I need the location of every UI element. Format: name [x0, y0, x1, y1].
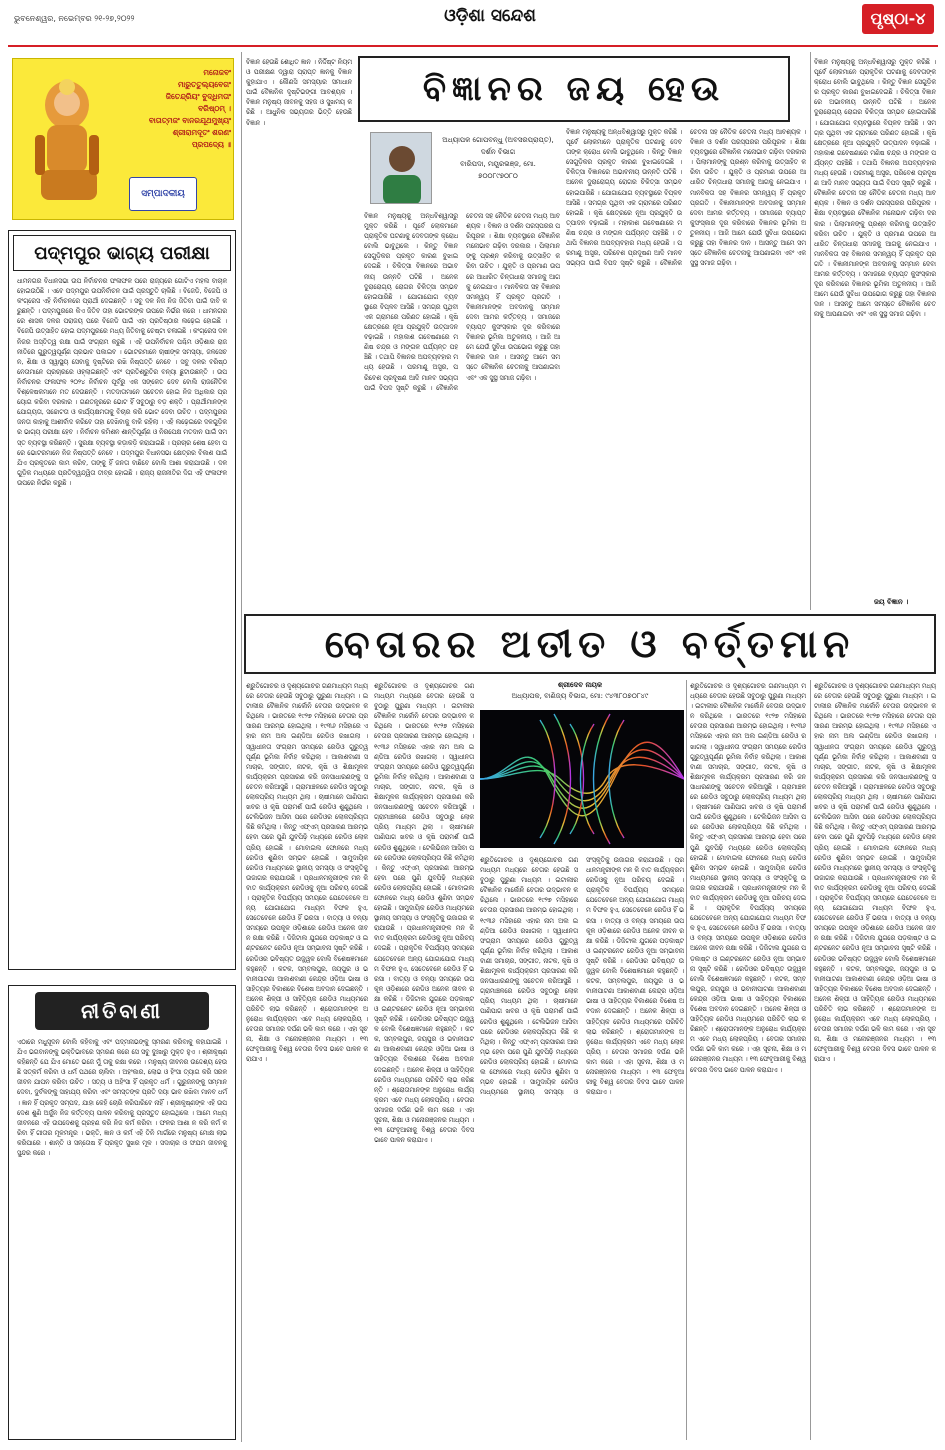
editorial-badge: [129, 177, 197, 211]
science-author: [438, 134, 558, 182]
page-number: ପୃଷ୍ଠା-୪: [870, 9, 926, 28]
science-author-photo: [370, 132, 432, 204]
article-niti: [8, 985, 236, 1440]
column-rule: [241, 52, 242, 1442]
page-number-badge: [862, 4, 934, 34]
shloka-line: ମାରୁତତୁଲ୍ୟବେଗଂ: [178, 80, 231, 89]
author-portrait-icon: [371, 133, 432, 204]
masthead: ଓଡ଼ିଶା ସନ୍ଦେଶ: [444, 6, 536, 26]
shloka-line: ପ୍ରପଦ୍ୟେ ॥: [191, 140, 231, 149]
radio-body-col4: ଶ୍ରୁତିଗୋଚର ଓ ଦୃଶ୍ୟଗୋଚର ଗଣମାଧ୍ୟମ ମଧ୍ୟରେ ବେତାର ହେଉଛି ସବୁଠାରୁ ପୁରୁଣା ମାଧ୍ୟମ । ଇଟାଲୀର ବୈଜ୍ଞାନିକ ମାର୍କୋନି ବେତାର ଉଦ୍ଭାବନ କରିଥିଲେ । ଭାରତରେ ୧୯୨୭ ମସିହାରେ ବେତାର ପ୍ରସାରଣ ଆରମ୍ଭ ହୋଇଥିଲା । ୧୯୩୬ ମସିହାରେ ଏହାର ନାମ ଅଲ ଇଣ୍ଡିଆ ରେଡିଓ ରଖାଗଲା । ସ୍ୱାଧୀନତା ସଂଗ୍ରାମ ସମୟରେ ରେଡିଓ ଗୁରୁତ୍ୱପୂର୍ଣ୍ଣ ଭୂମିକା ନିର୍ବାହ କରିଥିଲା । ଆକାଶବାଣୀ ସମାଚାର, ସଙ୍ଗୀତ, ନାଟକ, କୃଷି ଓ ଶିକ୍ଷାମୂଳକ କାର୍ଯ୍ୟକ୍ରମ ପ୍ରସାରଣ କରି ଜନସାଧାରଣଙ୍କୁ ସଚେତନ କରିଆସୁଛି । ଗ୍ରାମାଞ୍ଚଳରେ ରେଡିଓ ସବୁଠାରୁ ଲୋକପ୍ରିୟ ମାଧ୍ୟମ ଥିଲା । ଚାଷୀମାନେ ପାଣିପାଗ ଖବର ଓ କୃଷି ପରାମର୍ଶ ପାଇଁ ରେଡିଓ ଶୁଣୁଥିଲେ । ଟେଲିଭିଜନ ଆସିବା ପରେ ରେଡିଓର ଲୋକପ୍ରିୟତା କିଛି କମିଥିଲା । କିନ୍ତୁ ଏଫ୍‌ଏମ୍ ପ୍ରସାରଣ ଆରମ୍ଭ ହେବା ପରେ ପୁଣି ଯୁବପିଢ଼ି ମଧ୍ୟରେ ରେଡିଓ ଲୋକପ୍ରିୟ ହୋଇଛି । ମୋବାଇଲ ଫୋନରେ ମଧ୍ୟ ରେଡିଓ ଶୁଣିବା ସମ୍ଭବ ହୋଇଛି । ସାମୁଦାୟିକ ରେଡିଓ ମାଧ୍ୟମରେ ସ୍ଥାନୀୟ ସମସ୍ୟା ଓ ସଂସ୍କୃତିକୁ ଉଜାଗର କରାଯାଉଛି । ପ୍ରଧାନମନ୍ତ୍ରୀଙ୍କ ମନ କି ବାତ କାର୍ଯ୍ୟକ୍ରମ ରେଡିଓକୁ ନୂଆ ପରିଚୟ ଦେଇଛି । ପ୍ରାକୃତିକ ବିପର୍ଯ୍ୟୟ ସମୟରେ ଯେତେବେଳେ ଅନ୍ୟ ଯୋଗାଯୋଗ ମାଧ୍ୟମ ବିଫଳ ହୁଏ, ସେତେବେଳେ ରେଡିଓ ହିଁ ଭରସା । ବାତ୍ୟା ଓ ବନ୍ୟା ସମୟରେ ଉପକୂଳ ଓଡ଼ିଶାରେ ରେଡିଓ ଅନେକ ଜୀବନ ରକ୍ଷା କରିଛି । ଡିଜିଟାଲ ଯୁଗରେ ପଡ଼କାଷ୍ଟ ଓ ଇଣ୍ଟରନେଟ ରେଡିଓ ନୂଆ ସମ୍ଭାବନା ସୃଷ୍ଟି କରିଛି । ରେଡିଓର ଭବିଷ୍ୟତ ଉଜ୍ଜ୍ୱଳ ବୋଲି ବିଶେଷଜ୍ଞମାନେ କହୁଛନ୍ତି । କଟକ, ସମ୍ବଲପୁର, ଜୟପୁର ଓ ଭବାନୀପାଟଣା ଆକାଶବାଣୀ କେନ୍ଦ୍ର ଓଡ଼ିଆ ଭାଷା ଓ ସାହିତ୍ୟର ବିକାଶରେ ବିଶେଷ ଅବଦାନ ଦେଇଛନ୍ତି । ଅନେକ ଶିଳ୍ପୀ ଓ ସାହିତ୍ୟିକ ରେଡିଓ ମାଧ୍ୟମରେ ପରିଚିତି ଲାଭ କରିଛନ୍ତି । ଶ୍ରୋତାମାନଙ୍କ ଅନୁରୋଧ କାର୍ଯ୍ୟକ୍ରମ ଏବେ ମଧ୍ୟ ଲୋକପ୍ରିୟ । ବେତାର ସମାଜର ଦର୍ପଣ ଭଳି କାମ କରେ । ଏହା ସୂଚନା, ଶିକ୍ଷା ଓ ମନୋରଞ୍ଜନର ମାଧ୍ୟମ । ୧୩ ଫେବୃଆରୀକୁ ବିଶ୍ୱ ବେତାର ଦିବସ ଭାବେ ପାଳନ କରାଯାଏ ।: [690, 683, 806, 1074]
column-rule: [810, 680, 811, 1440]
radio-body-col1: ଶ୍ରୁତିଗୋଚର ଓ ଦୃଶ୍ୟଗୋଚର ଗଣମାଧ୍ୟମ ମଧ୍ୟରେ ବେତାର ହେଉଛି ସବୁଠାରୁ ପୁରୁଣା ମାଧ୍ୟମ । ଇଟାଲୀର ବୈଜ୍ଞାନିକ ମାର୍କୋନି ବେତାର ଉଦ୍ଭାବନ କରିଥିଲେ । ଭାରତରେ ୧୯୨୭ ମସିହାରେ ବେତାର ପ୍ରସାରଣ ଆରମ୍ଭ ହୋଇଥିଲା । ୧୯୩୬ ମସିହାରେ ଏହାର ନାମ ଅଲ ଇଣ୍ଡିଆ ରେଡିଓ ରଖାଗଲା । ସ୍ୱାଧୀନତା ସଂଗ୍ରାମ ସମୟରେ ରେଡିଓ ଗୁରୁତ୍ୱପୂର୍ଣ୍ଣ ଭୂମିକା ନିର୍ବାହ କରିଥିଲା । ଆକାଶବାଣୀ ସମାଚାର, ସଙ୍ଗୀତ, ନାଟକ, କୃଷି ଓ ଶିକ୍ଷାମୂଳକ କାର୍ଯ୍ୟକ୍ରମ ପ୍ରସାରଣ କରି ଜନସାଧାରଣଙ୍କୁ ସଚେତନ କରିଆସୁଛି । ଗ୍ରାମାଞ୍ଚଳରେ ରେଡିଓ ସବୁଠାରୁ ଲୋକପ୍ରିୟ ମାଧ୍ୟମ ଥିଲା । ଚାଷୀମାନେ ପାଣିପାଗ ଖବର ଓ କୃଷି ପରାମର୍ଶ ପାଇଁ ରେଡିଓ ଶୁଣୁଥିଲେ । ଟେଲିଭିଜନ ଆସିବା ପରେ ରେଡିଓର ଲୋକପ୍ରିୟତା କିଛି କମିଥିଲା । କିନ୍ତୁ ଏଫ୍‌ଏମ୍ ପ୍ରସାରଣ ଆରମ୍ଭ ହେବା ପରେ ପୁଣି ଯୁବପିଢ଼ି ମଧ୍ୟରେ ରେଡିଓ ଲୋକପ୍ରିୟ ହୋଇଛି । ମୋବାଇଲ ଫୋନରେ ମଧ୍ୟ ରେଡିଓ ଶୁଣିବା ସମ୍ଭବ ହୋଇଛି । ସାମୁଦାୟିକ ରେଡିଓ ମାଧ୍ୟମରେ ସ୍ଥାନୀୟ ସମସ୍ୟା ଓ ସଂସ୍କୃତିକୁ ଉଜାଗର କରାଯାଉଛି । ପ୍ରଧାନମନ୍ତ୍ରୀଙ୍କ ମନ କି ବାତ କାର୍ଯ୍ୟକ୍ରମ ରେଡିଓକୁ ନୂଆ ପରିଚୟ ଦେଇଛି । ପ୍ରାକୃତିକ ବିପର୍ଯ୍ୟୟ ସମୟରେ ଯେତେବେଳେ ଅନ୍ୟ ଯୋଗାଯୋଗ ମାଧ୍ୟମ ବିଫଳ ହୁଏ, ସେତେବେଳେ ରେଡିଓ ହିଁ ଭରସା । ବାତ୍ୟା ଓ ବନ୍ୟା ସମୟରେ ଉପକୂଳ ଓଡ଼ିଶାରେ ରେଡିଓ ଅନେକ ଜୀବନ ରକ୍ଷା କରିଛି । ଡିଜିଟାଲ ଯୁଗରେ ପଡ଼କାଷ୍ଟ ଓ ଇଣ୍ଟରନେଟ ରେଡିଓ ନୂଆ ସମ୍ଭାବନା ସୃଷ୍ଟି କରିଛି । ରେଡିଓର ଭବିଷ୍ୟତ ଉଜ୍ଜ୍ୱଳ ବୋଲି ବିଶେଷଜ୍ଞମାନେ କହୁଛନ୍ତି । କଟକ, ସମ୍ବଲପୁର, ଜୟପୁର ଓ ଭବାନୀପାଟଣା ଆକାଶବାଣୀ କେନ୍ଦ୍ର ଓଡ଼ିଆ ଭାଷା ଓ ସାହିତ୍ୟର ବିକାଶରେ ବିଶେଷ ଅବଦାନ ଦେଇଛନ୍ତି । ଅନେକ ଶିଳ୍ପୀ ଓ ସାହିତ୍ୟିକ ରେଡିଓ ମାଧ୍ୟମରେ ପରିଚିତି ଲାଭ କରିଛନ୍ତି । ଶ୍ରୋତାମାନଙ୍କ ଅନୁରୋଧ କାର୍ଯ୍ୟକ୍ରମ ଏବେ ମଧ୍ୟ ଲୋକପ୍ରିୟ । ବେତାର ସମାଜର ଦର୍ପଣ ଭଳି କାମ କରେ । ଏହା ସୂଚନା, ଶିକ୍ଷା ଓ ମନୋରଞ୍ଜନର ମାଧ୍ୟମ । ୧୩ ଫେବୃଆରୀକୁ ବିଶ୍ୱ ବେତାର ଦିବସ ଭାବେ ପାଳନ କରାଯାଏ ।: [246, 683, 368, 1064]
radio-body-col2: ଶ୍ରୁତିଗୋଚର ଓ ଦୃଶ୍ୟଗୋଚର ଗଣମାଧ୍ୟମ ମଧ୍ୟରେ ବେତାର ହେଉଛି ସବୁଠାରୁ ପୁରୁଣା ମାଧ୍ୟମ । ଇଟାଲୀର ବୈଜ୍ଞାନିକ ମାର୍କୋନି ବେତାର ଉଦ୍ଭାବନ କରିଥିଲେ । ଭାରତରେ ୧୯୨୭ ମସିହାରେ ବେତାର ପ୍ରସାରଣ ଆରମ୍ଭ ହୋଇଥିଲା । ୧୯୩୬ ମସିହାରେ ଏହାର ନାମ ଅଲ ଇଣ୍ଡିଆ ରେଡିଓ ରଖାଗଲା । ସ୍ୱାଧୀନତା ସଂଗ୍ରାମ ସମୟରେ ରେଡିଓ ଗୁରୁତ୍ୱପୂର୍ଣ୍ଣ ଭୂମିକା ନିର୍ବାହ କରିଥିଲା । ଆକାଶବାଣୀ ସମାଚାର, ସଙ୍ଗୀତ, ନାଟକ, କୃଷି ଓ ଶିକ୍ଷାମୂଳକ କାର୍ଯ୍ୟକ୍ରମ ପ୍ରସାରଣ କରି ଜନସାଧାରଣଙ୍କୁ ସଚେତନ କରିଆସୁଛି । ଗ୍ରାମାଞ୍ଚଳରେ ରେଡିଓ ସବୁଠାରୁ ଲୋକପ୍ରିୟ ମାଧ୍ୟମ ଥିଲା । ଚାଷୀମାନେ ପାଣିପାଗ ଖବର ଓ କୃଷି ପରାମର୍ଶ ପାଇଁ ରେଡିଓ ଶୁଣୁଥିଲେ । ଟେଲିଭିଜନ ଆସିବା ପରେ ରେଡିଓର ଲୋକପ୍ରିୟତା କିଛି କମିଥିଲା । କିନ୍ତୁ ଏଫ୍‌ଏମ୍ ପ୍ରସାରଣ ଆରମ୍ଭ ହେବା ପରେ ପୁଣି ଯୁବପିଢ଼ି ମଧ୍ୟରେ ରେଡିଓ ଲୋକପ୍ରିୟ ହୋଇଛି । ମୋବାଇଲ ଫୋନରେ ମଧ୍ୟ ରେଡିଓ ଶୁଣିବା ସମ୍ଭବ ହୋଇଛି । ସାମୁଦାୟିକ ରେଡିଓ ମାଧ୍ୟମରେ ସ୍ଥାନୀୟ ସମସ୍ୟା ଓ ସଂସ୍କୃତିକୁ ଉଜାଗର କରାଯାଉଛି । ପ୍ରଧାନମନ୍ତ୍ରୀଙ୍କ ମନ କି ବାତ କାର୍ଯ୍ୟକ୍ରମ ରେଡିଓକୁ ନୂଆ ପରିଚୟ ଦେଇଛି । ପ୍ରାକୃତିକ ବିପର୍ଯ୍ୟୟ ସମୟରେ ଯେତେବେଳେ ଅନ୍ୟ ଯୋଗାଯୋଗ ମାଧ୍ୟମ ବିଫଳ ହୁଏ, ସେତେବେଳେ ରେଡିଓ ହିଁ ଭରସା । ବାତ୍ୟା ଓ ବନ୍ୟା ସମୟରେ ଉପକୂଳ ଓଡ଼ିଶାରେ ରେଡିଓ ଅନେକ ଜୀବନ ରକ୍ଷା କରିଛି । ଡିଜିଟାଲ ଯୁଗରେ ପଡ଼କାଷ୍ଟ ଓ ଇଣ୍ଟରନେଟ ରେଡିଓ ନୂଆ ସମ୍ଭାବନା ସୃଷ୍ଟି କରିଛି । ରେଡିଓର ଭବିଷ୍ୟତ ଉଜ୍ଜ୍ୱଳ ବୋଲି ବିଶେଷଜ୍ଞମାନେ କହୁଛନ୍ତି । କଟକ, ସମ୍ବଲପୁର, ଜୟପୁର ଓ ଭବାନୀପାଟଣା ଆକାଶବାଣୀ କେନ୍ଦ୍ର ଓଡ଼ିଆ ଭାଷା ଓ ସାହିତ୍ୟର ବିକାଶରେ ବିଶେଷ ଅବଦାନ ଦେଇଛନ୍ତି । ଅନେକ ଶିଳ୍ପୀ ଓ ସାହିତ୍ୟିକ ରେଡିଓ ମାଧ୍ୟମରେ ପରିଚିତି ଲାଭ କରିଛନ୍ତି । ଶ୍ରୋତାମାନଙ୍କ ଅନୁରୋଧ କାର୍ଯ୍ୟକ୍ରମ ଏବେ ମଧ୍ୟ ଲୋକପ୍ରିୟ । ବେତାର ସମାଜର ଦର୍ପଣ ଭଳି କାମ କରେ । ଏହା ସୂଚନା, ଶିକ୍ଷା ଓ ମନୋରଞ୍ଜନର ମାଧ୍ୟମ । ୧୩ ଫେବୃଆରୀକୁ ବିଶ୍ୱ ବେତାର ଦିବସ ଭାବେ ପାଳନ କରାଯାଏ ।: [374, 683, 474, 1145]
author-place: ବାରିପଦା, ମୟୂରଭଞ୍ଜ, ମୋ.: [460, 160, 536, 168]
science-title: ବିଜ୍ଞାନର ଜୟ ହେଉ: [358, 56, 790, 122]
header-date: ଭୁବନେଶ୍ୱର, ନଭେମ୍ବର ୨୧-୨୭,୨୦୨୨: [14, 14, 135, 23]
page-header: [0, 0, 945, 44]
column-rule: [686, 680, 687, 1440]
column-rule: [810, 52, 811, 610]
lottery-body: ଧାମନଗର ବିଧାନସଭା ଉପ ନିର୍ବାଚନର ଫଳାଫଳ ପରେ ରାଜ୍ୟରେ ଗୋଟିଏ ମହଲ ବାଚାଳ ହୋଇଉଠିଛି । ଏବେ ପଦ୍ମପୁର ଉପନିର୍ବାଚନ ପାଇଁ ପ୍ରସ୍ତୁତି ଚାଲିଛି । ବିଜେଡି, ବିଜେପି ଓ କଂଗ୍ରେସ ଏହି ନିର୍ବାଚନରେ ପ୍ରାର୍ଥୀ ଦେଇଛନ୍ତି । ସବୁ ଦଳ ନିଜ ନିଜ ଜିତିବା ପାଇଁ ଦାବି କରୁଛନ୍ତି । ପଦ୍ମପୁରରେ କିଏ ଜିତିବ ତାହା ଭୋଟରଙ୍କ ଉପରେ ନିର୍ଭର କରେ । ଧାମନଗରରେ ଶାସକ ଦଳର ପରାଜୟ ପରେ ବିଜେଡି ପାଇଁ ଏହା ପ୍ରତିଷ୍ଠାର ଲଢ଼େଇ ହୋଇଛି । ବିଜେପି ଉତ୍ସାହିତ ହୋଇ ପଦ୍ମପୁରରେ ମଧ୍ୟ ଜିତିବାକୁ ଚେଷ୍ଟା ଚଳାଇଛି । କଂଗ୍ରେସ ଦଳ ନିଜର ଅସ୍ତିତ୍ୱ ରକ୍ଷା ପାଇଁ ସଂଗ୍ରାମ କରୁଛି । ଏହି ଉପନିର୍ବାଚନ ପଶ୍ଚିମ ଓଡ଼ିଶାର ରାଜନୀତିରେ ଗୁରୁତ୍ୱପୂର୍ଣ୍ଣ ପ୍ରଭାବ ପକାଇବ । ଭୋଟରମାନେ ଚାଷୀଙ୍କ ସମସ୍ୟା, ଜଳସେଚନ, ଶିକ୍ଷା ଓ ସ୍ୱାସ୍ଥ୍ୟ ସେବାକୁ ଦୃଷ୍ଟିରେ ରଖି ନିଷ୍ପତ୍ତି ନେବେ । ସବୁ ଦଳର ବରିଷ୍ଠ ନେତାମାନେ ପ୍ରଚାରରେ ଓହ୍ଲାଇଛନ୍ତି ଏବଂ ପ୍ରତିଶ୍ରୁତିର ବନ୍ୟା ଛୁଟାଉଛନ୍ତି । ଉପନିର୍ବାଚନର ଫଳାଫଳ ୨୦୨୪ ନିର୍ବାଚନ ପୂର୍ବରୁ ଏକ ସଙ୍କେତ ଦେବ ବୋଲି ରାଜନୈତିକ ବିଶ୍ଳେଷକମାନେ ମତ ଦେଉଛନ୍ତି । ମତଦାତାମାନେ ସଚେତନ ହୋଇ ନିଜ ଅଧିକାର ପ୍ରୟୋଗ କରିବା ଦରକାର । ଗଣତନ୍ତ୍ରରେ ଭୋଟ ହିଁ ସବୁଠାରୁ ବଡ଼ ଶକ୍ତି । ପ୍ରାର୍ଥୀମାନଙ୍କ ଯୋଗ୍ୟତା, ସଚ୍ଚୋଟତା ଓ କାର୍ଯ୍ୟକ୍ଷମତାକୁ ବିଚାର କରି ଭୋଟ ଦେବା ଉଚିତ । ପଦ୍ମପୁରର ଜନତା କାହାକୁ ଆଶୀର୍ବାଦ କରିବେ ତାହା ଦେଖିବାକୁ ବାକି ରହିଲା । ଏହି ଲଢ଼େଇରେ ଦଳଗୁଡ଼ିକର ଭାଗ୍ୟ ପରୀକ୍ଷା ହେବ । ନିର୍ବାଚନ କମିଶନ ଶାନ୍ତିପୂର୍ଣ୍ଣ ଓ ନିରପେକ୍ଷ ମତଦାନ ପାଇଁ ସମସ୍ତ ବ୍ୟବସ୍ଥା କରିଛନ୍ତି । ସୁରକ୍ଷା ବ୍ୟବସ୍ଥା କଡ଼ାକଡ଼ି କରାଯାଇଛି । ପ୍ରଚାର ଶେଷ ହେବା ପରେ ଭୋଟରମାନେ ନିଜ ନିଷ୍ପତ୍ତି ନେବେ । ପଦ୍ମପୁର ବିଧାନସଭା କ୍ଷେତ୍ରର ବିକାଶ ପାଇଁ ଯିଏ ପ୍ରକୃତରେ କାମ କରିବ, ତାଙ୍କୁ ହିଁ ଜନତା ବାଛିବେ ବୋଲି ଆଶା କରାଯାଉଛି । ଦଳଗୁଡ଼ିକ ମଧ୍ୟରେ ପ୍ରତିଦ୍ୱନ୍ଦ୍ୱିତା ତୀବ୍ର ହୋଇଛି । ରାଜ୍ୟ ରାଜନୀତିର ଦିଗ ଏହି ଫଳାଫଳ ଉପରେ ନିର୍ଭର କରୁଛି ।: [17, 278, 228, 487]
science-lead-column: ବିଜ୍ଞାନ ହେଉଛି ଶୋଧିତ ଜ୍ଞାନ । ନିର୍ଦ୍ଦିଷ୍ଟ ନିୟମ ଓ ପରୀକ୍ଷଣ ଦ୍ୱାରା ପ୍ରାପ୍ତ ଜ୍ଞାନକୁ ବିଜ୍ଞାନ କୁହାଯାଏ । କୌଣସି ସମସ୍ୟାର ସମାଧାନ ପାଇଁ ବୈଜ୍ଞାନିକ ଦୃଷ୍ଟିଭଙ୍ଗୀ ଆବଶ୍ୟକ । ବିଜ୍ଞାନ ମନୁଷ୍ୟ ଜୀବନକୁ ସହଜ ଓ ସୁଖମୟ କରିଛି । ଆଧୁନିକ ସଭ୍ୟତାର ଭିତ୍ତି ହେଉଛି ବିଜ୍ଞାନ ।: [246, 59, 352, 127]
editorial-badge-label: ସମ୍ପାଦକୀୟ: [141, 189, 185, 199]
radio-author-name: ଶ୍ରୀଦେବ ନାୟକ: [557, 681, 603, 689]
shloka-lines: [113, 67, 231, 151]
hanuman-illustration: [17, 65, 117, 215]
author-phone: ୭୦୦୮୯୭୦୮୦: [478, 172, 518, 180]
radio-author: [480, 680, 680, 702]
article-lottery: [8, 230, 236, 970]
shloka-line: ଶ୍ରୀରାମଦୂତଂ ଶରଣଂ: [172, 128, 231, 137]
shloka-line: ବରିଷ୍ଠମ୍ ।: [198, 104, 231, 113]
sound-wave-image: [480, 710, 684, 848]
niti-title: ନୀତିବାଣୀ: [35, 992, 209, 1030]
radio-body-col5: ଶ୍ରୁତିଗୋଚର ଓ ଦୃଶ୍ୟଗୋଚର ଗଣମାଧ୍ୟମ ମଧ୍ୟରେ ବେତାର ହେଉଛି ସବୁଠାରୁ ପୁରୁଣା ମାଧ୍ୟମ । ଇଟାଲୀର ବୈଜ୍ଞାନିକ ମାର୍କୋନି ବେତାର ଉଦ୍ଭାବନ କରିଥିଲେ । ଭାରତରେ ୧୯୨୭ ମସିହାରେ ବେତାର ପ୍ରସାରଣ ଆରମ୍ଭ ହୋଇଥିଲା । ୧୯୩୬ ମସିହାରେ ଏହାର ନାମ ଅଲ ଇଣ୍ଡିଆ ରେଡିଓ ରଖାଗଲା । ସ୍ୱାଧୀନତା ସଂଗ୍ରାମ ସମୟରେ ରେଡିଓ ଗୁରୁତ୍ୱପୂର୍ଣ୍ଣ ଭୂମିକା ନିର୍ବାହ କରିଥିଲା । ଆକାଶବାଣୀ ସମାଚାର, ସଙ୍ଗୀତ, ନାଟକ, କୃଷି ଓ ଶିକ୍ଷାମୂଳକ କାର୍ଯ୍ୟକ୍ରମ ପ୍ରସାରଣ କରି ଜନସାଧାରଣଙ୍କୁ ସଚେତନ କରିଆସୁଛି । ଗ୍ରାମାଞ୍ଚଳରେ ରେଡିଓ ସବୁଠାରୁ ଲୋକପ୍ରିୟ ମାଧ୍ୟମ ଥିଲା । ଚାଷୀମାନେ ପାଣିପାଗ ଖବର ଓ କୃଷି ପରାମର୍ଶ ପାଇଁ ରେଡିଓ ଶୁଣୁଥିଲେ । ଟେଲିଭିଜନ ଆସିବା ପରେ ରେଡିଓର ଲୋକପ୍ରିୟତା କିଛି କମିଥିଲା । କିନ୍ତୁ ଏଫ୍‌ଏମ୍ ପ୍ରସାରଣ ଆରମ୍ଭ ହେବା ପରେ ପୁଣି ଯୁବପିଢ଼ି ମଧ୍ୟରେ ରେଡିଓ ଲୋକପ୍ରିୟ ହୋଇଛି । ମୋବାଇଲ ଫୋନରେ ମଧ୍ୟ ରେଡିଓ ଶୁଣିବା ସମ୍ଭବ ହୋଇଛି । ସାମୁଦାୟିକ ରେଡିଓ ମାଧ୍ୟମରେ ସ୍ଥାନୀୟ ସମସ୍ୟା ଓ ସଂସ୍କୃତିକୁ ଉଜାଗର କରାଯାଉଛି । ପ୍ରଧାନମନ୍ତ୍ରୀଙ୍କ ମନ କି ବାତ କାର୍ଯ୍ୟକ୍ରମ ରେଡିଓକୁ ନୂଆ ପରିଚୟ ଦେଇଛି । ପ୍ରାକୃତିକ ବିପର୍ଯ୍ୟୟ ସମୟରେ ଯେତେବେଳେ ଅନ୍ୟ ଯୋଗାଯୋଗ ମାଧ୍ୟମ ବିଫଳ ହୁଏ, ସେତେବେଳେ ରେଡିଓ ହିଁ ଭରସା । ବାତ୍ୟା ଓ ବନ୍ୟା ସମୟରେ ଉପକୂଳ ଓଡ଼ିଶାରେ ରେଡିଓ ଅନେକ ଜୀବନ ରକ୍ଷା କରିଛି । ଡିଜିଟାଲ ଯୁଗରେ ପଡ଼କାଷ୍ଟ ଓ ଇଣ୍ଟରନେଟ ରେଡିଓ ନୂଆ ସମ୍ଭାବନା ସୃଷ୍ଟି କରିଛି । ରେଡିଓର ଭବିଷ୍ୟତ ଉଜ୍ଜ୍ୱଳ ବୋଲି ବିଶେଷଜ୍ଞମାନେ କହୁଛନ୍ତି । କଟକ, ସମ୍ବଲପୁର, ଜୟପୁର ଓ ଭବାନୀପାଟଣା ଆକାଶବାଣୀ କେନ୍ଦ୍ର ଓଡ଼ିଆ ଭାଷା ଓ ସାହିତ୍ୟର ବିକାଶରେ ବିଶେଷ ଅବଦାନ ଦେଇଛନ୍ତି । ଅନେକ ଶିଳ୍ପୀ ଓ ସାହିତ୍ୟିକ ରେଡିଓ ମାଧ୍ୟମରେ ପରିଚିତି ଲାଭ କରିଛନ୍ତି । ଶ୍ରୋତାମାନଙ୍କ ଅନୁରୋଧ କାର୍ଯ୍ୟକ୍ରମ ଏବେ ମଧ୍ୟ ଲୋକପ୍ରିୟ । ବେତାର ସମାଜର ଦର୍ପଣ ଭଳି କାମ କରେ । ଏହା ସୂଚନା, ଶିକ୍ଷା ଓ ମନୋରଞ୍ଜନର ମାଧ୍ୟମ । ୧୩ ଫେବୃଆରୀକୁ ବିଶ୍ୱ ବେତାର ଦିବସ ଭାବେ ପାଳନ କରାଯାଏ ।: [814, 683, 936, 1064]
radio-author-detail: ଅଧ୍ୟାପକ, ବାଣିଜ୍ୟ ବିଭାଗ, ମୋ: ୯୪୩୮୦୭୦୮୪୯: [511, 692, 649, 700]
science-body-col2: ବିଜ୍ଞାନ ମନୁଷ୍ୟକୁ ଅନ୍ଧବିଶ୍ୱାସରୁ ମୁକ୍ତ କରିଛି । ପୂର୍ବେ ଲୋକମାନେ ପ୍ରାକୃତିକ ଘଟଣାକୁ ଦେବତାଙ୍କ କ୍ରୋଧ ବୋଲି ଭାବୁଥିଲେ । କିନ୍ତୁ ବିଜ୍ଞାନ ସେଗୁଡ଼ିକର ପ୍ରକୃତ କାରଣ ବୁଝାଇଦେଇଛି । ଚିକିତ୍ସା ବିଜ୍ଞାନରେ ଅଭାବନୀୟ ଉନ୍ନତି ଘଟିଛି । ଅନେକ ଦୁରାରୋଗ୍ୟ ରୋଗର ଚିକିତ୍ସା ସମ୍ଭବ ହୋଇପାରିଛି । ଯୋଗାଯୋଗ ବ୍ୟବସ୍ଥାରେ ବିପ୍ଳବ ଆସିଛି । ସମଗ୍ର ପୃଥିବୀ ଏକ ଗ୍ରାମରେ ପରିଣତ ହୋଇଛି । କୃଷି କ୍ଷେତ୍ରରେ ନୂଆ ପ୍ରଯୁକ୍ତି ଉତ୍ପାଦନ ବଢ଼ାଇଛି । ମହାକାଶ ଗବେଷଣାରେ ମଣିଷ ଚନ୍ଦ୍ର ଓ ମଙ୍ଗଳ ପର୍ଯ୍ୟନ୍ତ ପହଞ୍ଚିଛି । ତଥାପି ବିଜ୍ଞାନର ଅପବ୍ୟବହାର ମଧ୍ୟ ହେଉଛି । ପରମାଣୁ ଅସ୍ତ୍ର, ପରିବେଶ ପ୍ରଦୂଷଣ ଆଦି ମାନବ ସଭ୍ୟତା ପାଇଁ ବିପଦ ସୃଷ୍ଟି କରୁଛି । ବୈଜ୍ଞାନିକ ଚେତନା ସହ ନୈତିକ ଚେତନା ମଧ୍ୟ ଆବଶ୍ୟକ । ବିଜ୍ଞାନ ଓ ଦର୍ଶନ ପରସ୍ପରର ପରିପୂରକ । ଶିକ୍ଷା ବ୍ୟବସ୍ଥାରେ ବୈଜ୍ଞାନିକ ମନୋଭାବ ଗଢ଼ିବା ଦରକାର । ପିଲାମାନଙ୍କୁ ପ୍ରଶ୍ନ କରିବାକୁ ଉତ୍ସାହିତ କରିବା ଉଚିତ । ଯୁକ୍ତି ଓ ପ୍ରମାଣ ଉପରେ ଆଧାରିତ ଚିନ୍ତାଧାରା ସମାଜକୁ ଆଗକୁ ନେଇଯାଏ । ମାନବିକତା ସହ ବିଜ୍ଞାନର ସମନ୍ୱୟ ହିଁ ପ୍ରକୃତ ପ୍ରଗତି । ବିଜ୍ଞାନୀମାନଙ୍କ ଅବଦାନକୁ ସମ୍ମାନ ଦେବା ଆମର କର୍ତ୍ତବ୍ୟ । ସମାଜରେ ବ୍ୟାପ୍ତ କୁସଂସ୍କାର ଦୂର କରିବାରେ ବିଜ୍ଞାନର ଭୂମିକା ଅତୁଳନୀୟ । ଆଜି ଆମେ ଯେଉଁ ସୁବିଧା ଉପଭୋଗ କରୁଛୁ ତାହା ବିଜ୍ଞାନର ଦାନ । ଆସନ୍ତୁ ଆମେ ସମସ୍ତେ ବୈଜ୍ଞାନିକ ଚେତନାକୁ ଆପଣାଇବା ଏବଂ ଏକ ସୁସ୍ଥ ସମାଜ ଗଢ଼ିବା ।: [566, 129, 806, 268]
radio-title: ବେତାରର ଅତୀତ ଓ ବର୍ତ୍ତମାନ: [244, 614, 936, 674]
shloka-box: [12, 58, 234, 220]
header-rule: [8, 45, 938, 47]
niti-body: ଏଠାରେ ମଧୁସୂଦନ ବୋଲି କହିବାକୁ ଏବଂ ପଦ୍ମନାଭଙ୍କୁ ସ୍ମରଣ କରିବାକୁ କହାଯାଇଛି । ଯିଏ ଭଗବାନଙ୍କୁ ଭକ୍ତିଭାବରେ ସ୍ମରଣ କରେ ସେ ସବୁ ଦୁଃଖରୁ ମୁକ୍ତ ହୁଏ । ଶ୍ରୀକୃଷ୍ଣ କହିଛନ୍ତି ଯେ ଯିଏ ମୋତେ ଭଜେ ମୁଁ ତାକୁ ରକ୍ଷା କରେ । ମନୁଷ୍ୟ ଜୀବନର ଉଦ୍ଦେଶ୍ୟ ହେଉଛି ସତ୍କର୍ମ କରିବା ଓ ଧର୍ମ ପଥରେ ଚାଲିବା । ଅହଂକାର, ଲୋଭ ଓ ହିଂସା ତ୍ୟାଗ କରି ସରଳ ଜୀବନ ଯାପନ କରିବା ଉଚିତ । ସତ୍ୟ ଓ ଅହିଂସା ହିଁ ପ୍ରକୃତ ଧର୍ମ । ଗୁରୁଜନଙ୍କୁ ସମ୍ମାନ ଦେବା, ଦୁର୍ବଳଙ୍କୁ ସାହାଯ୍ୟ କରିବା ଏବଂ ସମସ୍ତଙ୍କ ପ୍ରତି ଦୟା ଭାବ ରଖିବା ମାନବ ଧର୍ମ । ଜ୍ଞାନ ହିଁ ପ୍ରକୃତ ସମ୍ପଦ, ଯାହା କେହି ଚୋରି କରିପାରିବେ ନାହିଁ । ଶ୍ରୀକୃଷ୍ଣଙ୍କ ଏହି ଉପଦେଶ ଶୁଣି ଅର୍ଜୁନ ନିଜ କର୍ତ୍ତବ୍ୟ ପାଳନ କରିବାକୁ ପ୍ରସ୍ତୁତ ହୋଇଥିଲେ । ଆମେ ମଧ୍ୟ ଜୀବନରେ ଏହି ଉପଦେଶକୁ ଗ୍ରହଣ କରି ନିଜ କର୍ମ କରିବା । ଫଳର ଆଶା ନ କରି କର୍ମ କରିବା ହିଁ ଗୀତାର ମୂଳମନ୍ତ୍ର । ଭକ୍ତି, ଜ୍ଞାନ ଓ କର୍ମ ଏହି ତିନି ମାର୍ଗରେ ମନୁଷ୍ୟ ମୋକ୍ଷ ଲାଭ କରିପାରେ । ଶାନ୍ତି ଓ ସନ୍ତୋଷ ହିଁ ପ୍ରକୃତ ସୁଖର ମୂଳ । ସଦାଚାର ଓ ସଂଯମ ଜୀବନକୁ ସୁନ୍ଦର କରେ ।: [17, 1039, 227, 1158]
sound-wave-icon: [480, 710, 684, 848]
author-name: ଅଧ୍ୟାପକ ଗୋପବନ୍ଧୁ (ଅବସରପ୍ରାପ୍ତ),: [442, 136, 554, 144]
shloka-line: ମନୋଜବଂ: [203, 68, 231, 77]
shloka-line: ଜିତେନ୍ଦ୍ରିୟଂ ବୁଦ୍ଧିମତାଂ: [165, 92, 231, 101]
lottery-title: ପଦ୍ମପୁର ଭାଗ୍ୟ ପରୀକ୍ଷା: [13, 235, 231, 271]
science-body-col3: ବିଜ୍ଞାନ ମନୁଷ୍ୟକୁ ଅନ୍ଧବିଶ୍ୱାସରୁ ମୁକ୍ତ କରିଛି । ପୂର୍ବେ ଲୋକମାନେ ପ୍ରାକୃତିକ ଘଟଣାକୁ ଦେବତାଙ୍କ କ୍ରୋଧ ବୋଲି ଭାବୁଥିଲେ । କିନ୍ତୁ ବିଜ୍ଞାନ ସେଗୁଡ଼ିକର ପ୍ରକୃତ କାରଣ ବୁଝାଇଦେଇଛି । ଚିକିତ୍ସା ବିଜ୍ଞାନରେ ଅଭାବନୀୟ ଉନ୍ନତି ଘଟିଛି । ଅନେକ ଦୁରାରୋଗ୍ୟ ରୋଗର ଚିକିତ୍ସା ସମ୍ଭବ ହୋଇପାରିଛି । ଯୋଗାଯୋଗ ବ୍ୟବସ୍ଥାରେ ବିପ୍ଳବ ଆସିଛି । ସମଗ୍ର ପୃଥିବୀ ଏକ ଗ୍ରାମରେ ପରିଣତ ହୋଇଛି । କୃଷି କ୍ଷେତ୍ରରେ ନୂଆ ପ୍ରଯୁକ୍ତି ଉତ୍ପାଦନ ବଢ଼ାଇଛି । ମହାକାଶ ଗବେଷଣାରେ ମଣିଷ ଚନ୍ଦ୍ର ଓ ମଙ୍ଗଳ ପର୍ଯ୍ୟନ୍ତ ପହଞ୍ଚିଛି । ତଥାପି ବିଜ୍ଞାନର ଅପବ୍ୟବହାର ମଧ୍ୟ ହେଉଛି । ପରମାଣୁ ଅସ୍ତ୍ର, ପରିବେଶ ପ୍ରଦୂଷଣ ଆଦି ମାନବ ସଭ୍ୟତା ପାଇଁ ବିପଦ ସୃଷ୍ଟି କରୁଛି । ବୈଜ୍ଞାନିକ ଚେତନା ସହ ନୈତିକ ଚେତନା ମଧ୍ୟ ଆବଶ୍ୟକ । ବିଜ୍ଞାନ ଓ ଦର୍ଶନ ପରସ୍ପରର ପରିପୂରକ । ଶିକ୍ଷା ବ୍ୟବସ୍ଥାରେ ବୈଜ୍ଞାନିକ ମନୋଭାବ ଗଢ଼ିବା ଦରକାର । ପିଲାମାନଙ୍କୁ ପ୍ରଶ୍ନ କରିବାକୁ ଉତ୍ସାହିତ କରିବା ଉଚିତ । ଯୁକ୍ତି ଓ ପ୍ରମାଣ ଉପରେ ଆଧାରିତ ଚିନ୍ତାଧାରା ସମାଜକୁ ଆଗକୁ ନେଇଯାଏ । ମାନବିକତା ସହ ବିଜ୍ଞାନର ସମନ୍ୱୟ ହିଁ ପ୍ରକୃତ ପ୍ରଗତି । ବିଜ୍ଞାନୀମାନଙ୍କ ଅବଦାନକୁ ସମ୍ମାନ ଦେବା ଆମର କର୍ତ୍ତବ୍ୟ । ସମାଜରେ ବ୍ୟାପ୍ତ କୁସଂସ୍କାର ଦୂର କରିବାରେ ବିଜ୍ଞାନର ଭୂମିକା ଅତୁଳନୀୟ । ଆଜି ଆମେ ଯେଉଁ ସୁବିଧା ଉପଭୋଗ କରୁଛୁ ତାହା ବିଜ୍ଞାନର ଦାନ । ଆସନ୍ତୁ ଆମେ ସମସ୍ତେ ବୈଜ୍ଞାନିକ ଚେତନାକୁ ଆପଣାଇବା ଏବଂ ଏକ ସୁସ୍ଥ ସମାଜ ଗଢ଼ିବା ।: [814, 59, 936, 319]
author-dept: ଦର୍ଶନ ବିଭାଗ: [480, 148, 516, 156]
science-closing: ଜୟ ବିଜ୍ଞାନ ।: [874, 598, 909, 606]
shloka-line: ବାତାତ୍ମଜଂ ବାନରଯୂଥମୁଖ୍ୟଂ: [148, 116, 231, 125]
science-body-col1: ବିଜ୍ଞାନ ମନୁଷ୍ୟକୁ ଅନ୍ଧବିଶ୍ୱାସରୁ ମୁକ୍ତ କରିଛି । ପୂର୍ବେ ଲୋକମାନେ ପ୍ରାକୃତିକ ଘଟଣାକୁ ଦେବତାଙ୍କ କ୍ରୋଧ ବୋଲି ଭାବୁଥିଲେ । କିନ୍ତୁ ବିଜ୍ଞାନ ସେଗୁଡ଼ିକର ପ୍ରକୃତ କାରଣ ବୁଝାଇଦେଇଛି । ଚିକିତ୍ସା ବିଜ୍ଞାନରେ ଅଭାବନୀୟ ଉନ୍ନତି ଘଟିଛି । ଅନେକ ଦୁରାରୋଗ୍ୟ ରୋଗର ଚିକିତ୍ସା ସମ୍ଭବ ହୋଇପାରିଛି । ଯୋଗାଯୋଗ ବ୍ୟବସ୍ଥାରେ ବିପ୍ଳବ ଆସିଛି । ସମଗ୍ର ପୃଥିବୀ ଏକ ଗ୍ରାମରେ ପରିଣତ ହୋଇଛି । କୃଷି କ୍ଷେତ୍ରରେ ନୂଆ ପ୍ରଯୁକ୍ତି ଉତ୍ପାଦନ ବଢ଼ାଇଛି । ମହାକାଶ ଗବେଷଣାରେ ମଣିଷ ଚନ୍ଦ୍ର ଓ ମଙ୍ଗଳ ପର୍ଯ୍ୟନ୍ତ ପହଞ୍ଚିଛି । ତଥାପି ବିଜ୍ଞାନର ଅପବ୍ୟବହାର ମଧ୍ୟ ହେଉଛି । ପରମାଣୁ ଅସ୍ତ୍ର, ପରିବେଶ ପ୍ରଦୂଷଣ ଆଦି ମାନବ ସଭ୍ୟତା ପାଇଁ ବିପଦ ସୃଷ୍ଟି କରୁଛି । ବୈଜ୍ଞାନିକ ଚେତନା ସହ ନୈତିକ ଚେତନା ମଧ୍ୟ ଆବଶ୍ୟକ । ବିଜ୍ଞାନ ଓ ଦର୍ଶନ ପରସ୍ପରର ପରିପୂରକ । ଶିକ୍ଷା ବ୍ୟବସ୍ଥାରେ ବୈଜ୍ଞାନିକ ମନୋଭାବ ଗଢ଼ିବା ଦରକାର । ପିଲାମାନଙ୍କୁ ପ୍ରଶ୍ନ କରିବାକୁ ଉତ୍ସାହିତ କରିବା ଉଚିତ । ଯୁକ୍ତି ଓ ପ୍ରମାଣ ଉପରେ ଆଧାରିତ ଚିନ୍ତାଧାରା ସମାଜକୁ ଆଗକୁ ନେଇଯାଏ । ମାନବିକତା ସହ ବିଜ୍ଞାନର ସମନ୍ୱୟ ହିଁ ପ୍ରକୃତ ପ୍ରଗତି । ବିଜ୍ଞାନୀମାନଙ୍କ ଅବଦାନକୁ ସମ୍ମାନ ଦେବା ଆମର କର୍ତ୍ତବ୍ୟ । ସମାଜରେ ବ୍ୟାପ୍ତ କୁସଂସ୍କାର ଦୂର କରିବାରେ ବିଜ୍ଞାନର ଭୂମିକା ଅତୁଳନୀୟ । ଆଜି ଆମେ ଯେଉଁ ସୁବିଧା ଉପଭୋଗ କରୁଛୁ ତାହା ବିଜ୍ଞାନର ଦାନ । ଆସନ୍ତୁ ଆମେ ସମସ୍ତେ ବୈଜ୍ଞାନିକ ଚେତନାକୁ ଆପଣାଇବା ଏବଂ ଏକ ସୁସ୍ଥ ସମାଜ ଗଢ଼ିବା ।: [364, 213, 560, 392]
radio-body-col3: ଶ୍ରୁତିଗୋଚର ଓ ଦୃଶ୍ୟଗୋଚର ଗଣମାଧ୍ୟମ ମଧ୍ୟରେ ବେତାର ହେଉଛି ସବୁଠାରୁ ପୁରୁଣା ମାଧ୍ୟମ । ଇଟାଲୀର ବୈଜ୍ଞାନିକ ମାର୍କୋନି ବେତାର ଉଦ୍ଭାବନ କରିଥିଲେ । ଭାରତରେ ୧୯୨୭ ମସିହାରେ ବେତାର ପ୍ରସାରଣ ଆରମ୍ଭ ହୋଇଥିଲା । ୧୯୩୬ ମସିହାରେ ଏହାର ନାମ ଅଲ ଇଣ୍ଡିଆ ରେଡିଓ ରଖାଗଲା । ସ୍ୱାଧୀନତା ସଂଗ୍ରାମ ସମୟରେ ରେଡିଓ ଗୁରୁତ୍ୱପୂର୍ଣ୍ଣ ଭୂମିକା ନିର୍ବାହ କରିଥିଲା । ଆକାଶବାଣୀ ସମାଚାର, ସଙ୍ଗୀତ, ନାଟକ, କୃଷି ଓ ଶିକ୍ଷାମୂଳକ କାର୍ଯ୍ୟକ୍ରମ ପ୍ରସାରଣ କରି ଜନସାଧାରଣଙ୍କୁ ସଚେତନ କରିଆସୁଛି । ଗ୍ରାମାଞ୍ଚଳରେ ରେଡିଓ ସବୁଠାରୁ ଲୋକପ୍ରିୟ ମାଧ୍ୟମ ଥିଲା । ଚାଷୀମାନେ ପାଣିପାଗ ଖବର ଓ କୃଷି ପରାମର୍ଶ ପାଇଁ ରେଡିଓ ଶୁଣୁଥିଲେ । ଟେଲିଭିଜନ ଆସିବା ପରେ ରେଡିଓର ଲୋକପ୍ରିୟତା କିଛି କମିଥିଲା । କିନ୍ତୁ ଏଫ୍‌ଏମ୍ ପ୍ରସାରଣ ଆରମ୍ଭ ହେବା ପରେ ପୁଣି ଯୁବପିଢ଼ି ମଧ୍ୟରେ ରେଡିଓ ଲୋକପ୍ରିୟ ହୋଇଛି । ମୋବାଇଲ ଫୋନରେ ମଧ୍ୟ ରେଡିଓ ଶୁଣିବା ସମ୍ଭବ ହୋଇଛି । ସାମୁଦାୟିକ ରେଡିଓ ମାଧ୍ୟମରେ ସ୍ଥାନୀୟ ସମସ୍ୟା ଓ ସଂସ୍କୃତିକୁ ଉଜାଗର କରାଯାଉଛି । ପ୍ରଧାନମନ୍ତ୍ରୀଙ୍କ ମନ କି ବାତ କାର୍ଯ୍ୟକ୍ରମ ରେଡିଓକୁ ନୂଆ ପରିଚୟ ଦେଇଛି । ପ୍ରାକୃତିକ ବିପର୍ଯ୍ୟୟ ସମୟରେ ଯେତେବେଳେ ଅନ୍ୟ ଯୋଗାଯୋଗ ମାଧ୍ୟମ ବିଫଳ ହୁଏ, ସେତେବେଳେ ରେଡିଓ ହିଁ ଭରସା । ବାତ୍ୟା ଓ ବନ୍ୟା ସମୟରେ ଉପକୂଳ ଓଡ଼ିଶାରେ ରେଡିଓ ଅନେକ ଜୀବନ ରକ୍ଷା କରିଛି । ଡିଜିଟାଲ ଯୁଗରେ ପଡ଼କାଷ୍ଟ ଓ ଇଣ୍ଟରନେଟ ରେଡିଓ ନୂଆ ସମ୍ଭାବନା ସୃଷ୍ଟି କରିଛି । ରେଡିଓର ଭବିଷ୍ୟତ ଉଜ୍ଜ୍ୱଳ ବୋଲି ବିଶେଷଜ୍ଞମାନେ କହୁଛନ୍ତି । କଟକ, ସମ୍ବଲପୁର, ଜୟପୁର ଓ ଭବାନୀପାଟଣା ଆକାଶବାଣୀ କେନ୍ଦ୍ର ଓଡ଼ିଆ ଭାଷା ଓ ସାହିତ୍ୟର ବିକାଶରେ ବିଶେଷ ଅବଦାନ ଦେଇଛନ୍ତି । ଅନେକ ଶିଳ୍ପୀ ଓ ସାହିତ୍ୟିକ ରେଡିଓ ମାଧ୍ୟମରେ ପରିଚିତି ଲାଭ କରିଛନ୍ତି । ଶ୍ରୋତାମାନଙ୍କ ଅନୁରୋଧ କାର୍ଯ୍ୟକ୍ରମ ଏବେ ମଧ୍ୟ ଲୋକପ୍ରିୟ । ବେତାର ସମାଜର ଦର୍ପଣ ଭଳି କାମ କରେ । ଏହା ସୂଚନା, ଶିକ୍ଷା ଓ ମନୋରଞ୍ଜନର ମାଧ୍ୟମ । ୧୩ ଫେବୃଆରୀକୁ ବିଶ୍ୱ ବେତାର ଦିବସ ଭାବେ ପାଳନ କରାଯାଏ ।: [480, 857, 684, 1097]
